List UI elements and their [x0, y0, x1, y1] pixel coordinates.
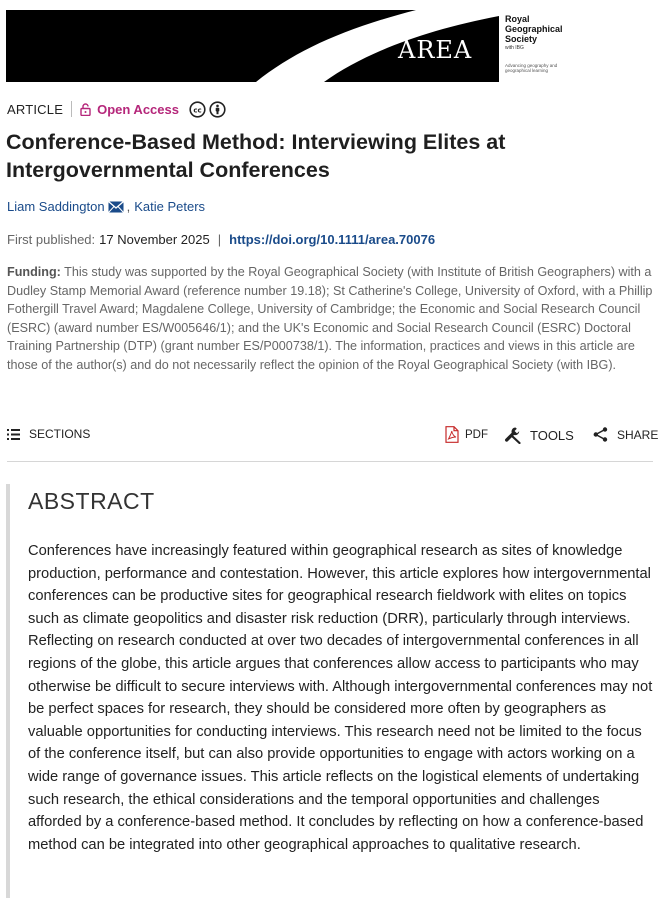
abstract-heading: ABSTRACT: [28, 488, 155, 514]
open-lock-icon: [80, 103, 91, 116]
tools-label: TOOLS: [530, 427, 574, 443]
funding-text: This study was supported by the Royal Geographical Society (with Institute of British Geographers) with a Dudley Stamp Memorial Award (reference number 19.18); St Catherine's College, University of Oxford, with a Phillip Fothergill Travel Award; Magdalene College, University of Cambridge; the Economic and Social Research Council (ESRC) (award number ES/W005646/1); and the UK's Economic and Social Research Council (ESRC) Doctoral Training Partnership (DTP) (grant number ES/P000738/1). The information, practices and views in this article are those of the author(s) and do not necessarily reflect the opinion of the Royal Geographical Society (with IBG).: [7, 265, 653, 372]
article-type-row: [7, 100, 229, 118]
journal-logo-text: AREA: [398, 36, 473, 64]
pdf-label: PDF: [465, 428, 488, 441]
open-access-label: Open Access: [97, 101, 179, 117]
share-icon: [593, 427, 608, 442]
svg-text:cc: cc: [193, 106, 202, 114]
share-button[interactable]: [593, 427, 658, 442]
article-toolbar: [0, 424, 666, 450]
author-list: [7, 199, 205, 214]
society-sub: with IBG: [505, 45, 524, 51]
journal-banner[interactable]: [6, 10, 569, 82]
funding-statement: [7, 263, 657, 374]
attribution-icon: [209, 101, 226, 118]
first-published-date: 17 November 2025: [99, 232, 210, 247]
section-divider: [7, 461, 653, 462]
publication-info: [7, 232, 435, 247]
creative-commons-icon: [189, 101, 206, 118]
share-label: SHARE: [617, 427, 659, 442]
sections-button[interactable]: [7, 427, 90, 441]
abstract-section: [6, 484, 656, 898]
society-tagline: Advancing geography and geographical learning: [505, 63, 558, 73]
society-logo: [499, 10, 569, 82]
list-icon: [7, 429, 20, 440]
divider: [71, 101, 72, 117]
sections-label: SECTIONS: [29, 427, 91, 441]
tools-button[interactable]: [504, 426, 574, 444]
pdf-button[interactable]: [445, 426, 488, 443]
wrench-icon: [504, 426, 522, 444]
first-published-label: First published:: [7, 232, 96, 247]
doi-link[interactable]: https://doi.org/10.1111/area.70076: [229, 232, 436, 247]
abstract-text: Conferences have increasingly featured within geographical research as sites of knowledge production, performance and contestation. However, this article explores how intergovernmental conferences can be productive sites for geographical research fieldwork with elites on topics such as climate geopolitics and disaster risk reduction (DRR), particularly through interviews. Reflecting on research conducted at over two decades of intergovernmental conferences in all regions of the globe, this article argues that conferences allow access to participants who may otherwise be difficult to secure interviews with. Although intergovernmental conferences may not be perfect spaces for research, they should be considered more often by geographers as valuable opportunities for conducting interviews. This research need not be limited to the focus of the conference itself, but can also provide opportunities to engage with actors working on a wide range of governance issues. This article reflects on the logistical elements of undertaking such research, the ethical considerations and the temporal opportunities and challenges afforded by a conference-based method. It concludes by reflecting on how a conference-based method can be integrated into other geographical approaches to qualitative research.: [28, 543, 653, 853]
article-type-label: ARTICLE: [7, 101, 64, 117]
open-access-badge[interactable]: [80, 102, 179, 117]
license-badges[interactable]: [189, 101, 229, 118]
envelope-icon[interactable]: [108, 201, 124, 213]
author-link[interactable]: Katie Peters: [134, 199, 206, 214]
author-separator: ,: [126, 199, 131, 214]
society-name: Royal Geographical Society: [505, 14, 563, 44]
pdf-file-icon: [445, 426, 459, 443]
funding-label: Funding:: [7, 265, 61, 279]
pub-separator: |: [217, 232, 222, 247]
article-title: Conference-Based Method: Interviewing Elites at Intergovernmental Conferences: [6, 130, 506, 182]
author-link[interactable]: Liam Saddington: [7, 199, 105, 214]
